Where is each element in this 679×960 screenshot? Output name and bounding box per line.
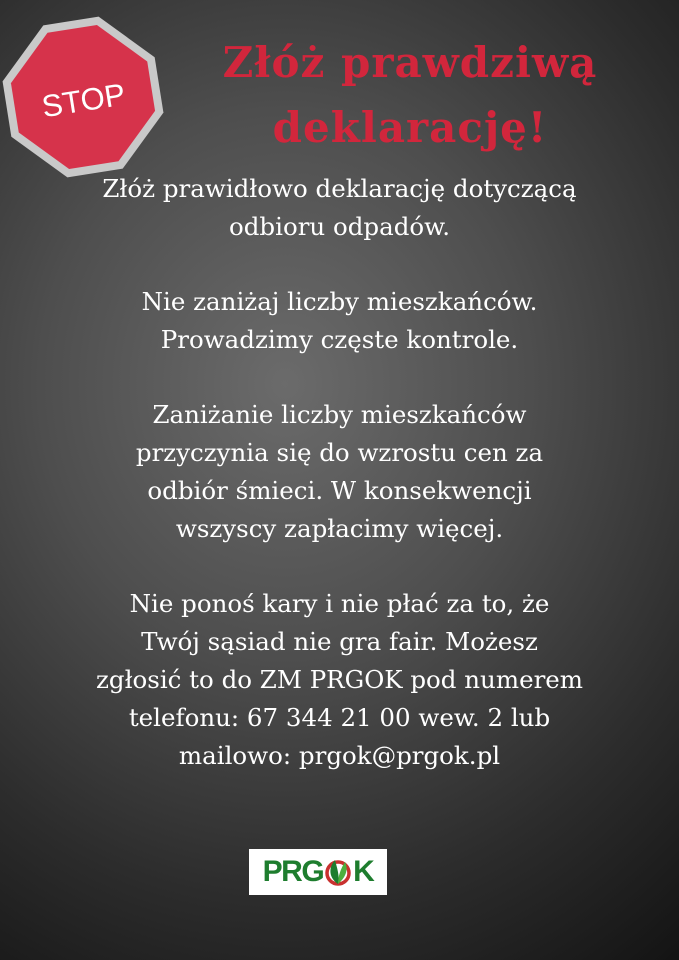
paragraph-costs: Zaniżanie liczby mieszkańców przyczynia się do wzrostu cen za odbiór śmieci. W konsekwencji wszyscy zapłacimy więcej. (135, 400, 544, 543)
stop-sign-icon (0, 14, 166, 180)
logo-text-suffix: K (353, 855, 374, 888)
headline-line-2: deklarację! (272, 103, 548, 152)
stop-sign-label: STOP (39, 76, 128, 125)
paragraph-declaration: Złóż prawidłowo deklarację dotyczącą odbioru odpadów. (102, 174, 577, 241)
logo-leaf-o-icon (323, 856, 353, 888)
body-text (40, 170, 639, 812)
paragraph-contact: Nie ponoś kary i nie płać za to, że Twój sąsiad nie gra fair. Możesz zgłosić to do ZM PRGOK pod numerem telefonu: 67 344 21 00 wew. 2 lub mailowo: prgok@prgok.pl (95, 589, 584, 770)
headline (160, 30, 660, 160)
paragraph-residents: Nie zaniżaj liczby mieszkańców. Prowadzimy częste kontrole. (141, 287, 538, 354)
headline-line-1: Złóż prawdziwą (222, 38, 598, 87)
logo-text-prefix: PRG (262, 855, 324, 888)
prgok-logo (249, 849, 387, 895)
